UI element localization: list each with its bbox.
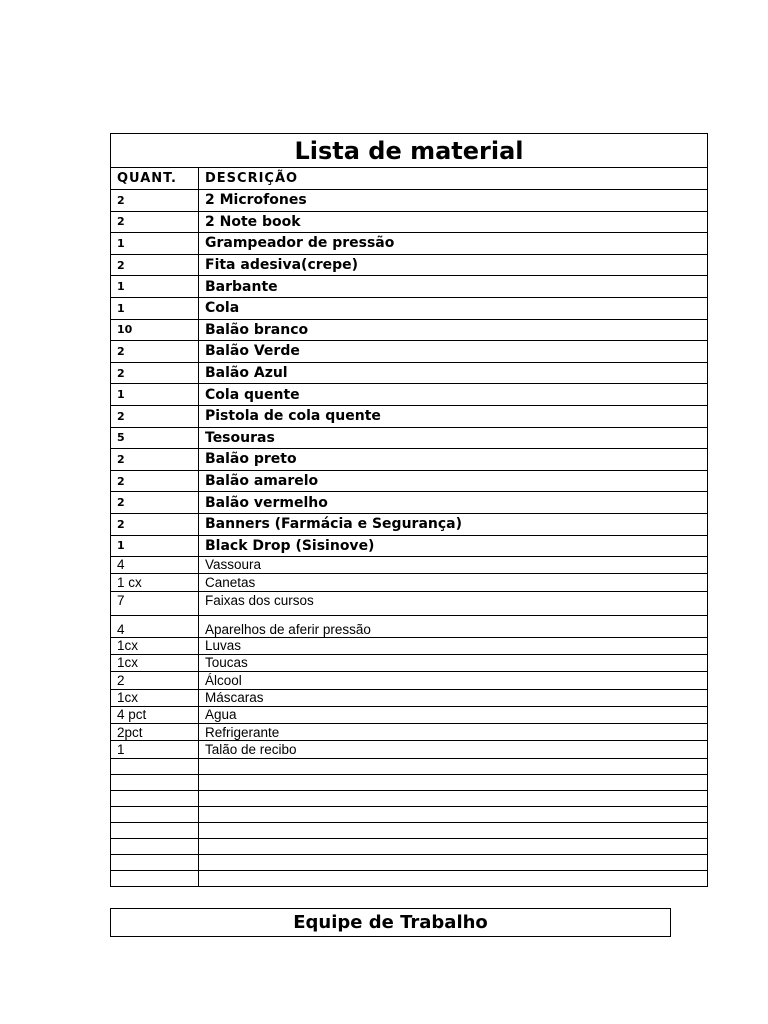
description-cell: Balão vermelho — [199, 492, 708, 514]
description-cell: Balão Verde — [199, 341, 708, 363]
table-row — [111, 822, 708, 838]
quantity-cell — [111, 822, 199, 838]
quantity-cell: 1cx — [111, 654, 199, 671]
table-row — [111, 362, 708, 384]
description-cell: Agua — [199, 706, 708, 723]
table-row — [111, 405, 708, 427]
description-cell: Balão amarelo — [199, 470, 708, 492]
table-row — [111, 557, 708, 574]
table-row — [111, 637, 708, 654]
table-row — [111, 724, 708, 741]
table-row — [111, 492, 708, 514]
description-cell: Fita adesiva(crepe) — [199, 254, 708, 276]
quantity-cell: 2 — [111, 470, 199, 492]
quantity-cell — [111, 758, 199, 774]
team-heading: Equipe de Trabalho — [110, 908, 671, 937]
quantity-cell: 2 — [111, 492, 199, 514]
table-row — [111, 449, 708, 471]
material-list-table — [110, 133, 708, 887]
table-row — [111, 276, 708, 298]
quantity-cell — [111, 870, 199, 886]
description-cell: Vassoura — [199, 557, 708, 574]
table-row — [111, 741, 708, 758]
quantity-cell: 7 — [111, 591, 199, 615]
table-row — [111, 689, 708, 706]
description-cell: Banners (Farmácia e Segurança) — [199, 513, 708, 535]
table-row — [111, 470, 708, 492]
quantity-cell — [111, 774, 199, 790]
quantity-header: QUANT. — [111, 168, 199, 190]
description-cell: Aparelhos de aferir pressão — [199, 615, 708, 637]
quantity-cell: 4 — [111, 615, 199, 637]
quantity-cell: 1 — [111, 741, 199, 758]
table-row — [111, 211, 708, 233]
quantity-cell: 1cx — [111, 689, 199, 706]
description-cell: Black Drop (Sisinove) — [199, 535, 708, 557]
table-row — [111, 706, 708, 723]
quantity-cell — [111, 790, 199, 806]
table-row — [111, 254, 708, 276]
quantity-cell: 1 cx — [111, 574, 199, 591]
quantity-cell: 2 — [111, 672, 199, 689]
quantity-cell: 1 — [111, 384, 199, 406]
quantity-cell: 4 pct — [111, 706, 199, 723]
quantity-cell: 1 — [111, 535, 199, 557]
table-row — [111, 341, 708, 363]
quantity-cell: 2 — [111, 362, 199, 384]
description-cell: 2 Microfones — [199, 190, 708, 212]
quantity-cell: 1 — [111, 297, 199, 319]
description-cell: Luvas — [199, 637, 708, 654]
description-cell: Refrigerante — [199, 724, 708, 741]
quantity-cell: 10 — [111, 319, 199, 341]
description-cell: Balão branco — [199, 319, 708, 341]
quantity-cell: 2 — [111, 254, 199, 276]
table-row — [111, 513, 708, 535]
table-row — [111, 615, 708, 637]
quantity-cell — [111, 838, 199, 854]
table-row — [111, 870, 708, 886]
table-row — [111, 854, 708, 870]
description-cell — [199, 758, 708, 774]
quantity-cell: 1cx — [111, 637, 199, 654]
description-cell: Toucas — [199, 654, 708, 671]
table-row — [111, 297, 708, 319]
table-row — [111, 574, 708, 591]
description-cell: Pistola de cola quente — [199, 405, 708, 427]
description-cell: Talão de recibo — [199, 741, 708, 758]
description-cell: Barbante — [199, 276, 708, 298]
table-row — [111, 774, 708, 790]
table-row — [111, 591, 708, 615]
description-cell: Balão Azul — [199, 362, 708, 384]
description-cell: Álcool — [199, 672, 708, 689]
description-header: DESCRIÇÃO — [199, 168, 708, 190]
description-cell — [199, 870, 708, 886]
quantity-cell: 4 — [111, 557, 199, 574]
quantity-cell: 2 — [111, 211, 199, 233]
description-cell: Faixas dos cursos — [199, 591, 708, 615]
quantity-cell: 2 — [111, 449, 199, 471]
description-cell — [199, 774, 708, 790]
quantity-cell: 2 — [111, 513, 199, 535]
quantity-cell: 1 — [111, 276, 199, 298]
quantity-cell: 2pct — [111, 724, 199, 741]
quantity-cell: 2 — [111, 341, 199, 363]
list-title: Lista de material — [111, 134, 708, 168]
quantity-cell: 2 — [111, 190, 199, 212]
description-cell — [199, 854, 708, 870]
description-cell: Tesouras — [199, 427, 708, 449]
table-row — [111, 535, 708, 557]
table-row — [111, 790, 708, 806]
table-row — [111, 806, 708, 822]
description-cell — [199, 806, 708, 822]
quantity-cell: 2 — [111, 405, 199, 427]
description-cell — [199, 822, 708, 838]
table-row — [111, 190, 708, 212]
description-cell: Canetas — [199, 574, 708, 591]
table-row — [111, 654, 708, 671]
table-row — [111, 758, 708, 774]
table-row — [111, 319, 708, 341]
description-cell: Grampeador de pressão — [199, 233, 708, 255]
table-row — [111, 427, 708, 449]
description-cell: Balão preto — [199, 449, 708, 471]
quantity-cell: 5 — [111, 427, 199, 449]
description-cell — [199, 790, 708, 806]
quantity-cell — [111, 806, 199, 822]
quantity-cell: 1 — [111, 233, 199, 255]
description-cell: Cola — [199, 297, 708, 319]
table-row — [111, 838, 708, 854]
description-cell: 2 Note book — [199, 211, 708, 233]
table-row — [111, 384, 708, 406]
description-cell: Cola quente — [199, 384, 708, 406]
description-cell — [199, 838, 708, 854]
table-row — [111, 672, 708, 689]
table-row — [111, 233, 708, 255]
description-cell: Máscaras — [199, 689, 708, 706]
quantity-cell — [111, 854, 199, 870]
